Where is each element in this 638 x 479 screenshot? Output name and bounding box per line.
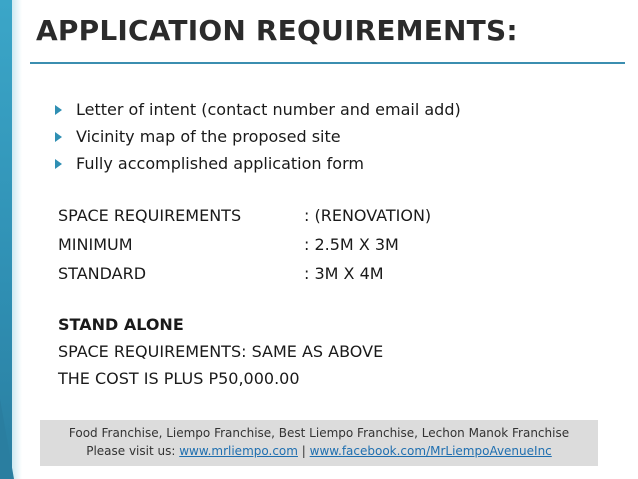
requirement-value: : 2.5M X 3M — [304, 235, 399, 254]
stand-alone-heading: STAND ALONE — [58, 315, 184, 334]
requirement-value: : 3M X 4M — [304, 264, 384, 283]
footer-keywords: Food Franchise, Liempo Franchise, Best Liempo Franchise, Lechon Manok Franchise — [68, 426, 570, 440]
bullet-text: Fully accomplished application form — [76, 154, 364, 173]
bullet-item — [52, 150, 461, 177]
slide-title: APPLICATION REQUIREMENTS: — [36, 14, 518, 47]
requirement-value: : (RENOVATION) — [304, 206, 432, 225]
bullet-text: Vicinity map of the proposed site — [76, 127, 341, 146]
corner-accent — [0, 399, 14, 479]
bullet-item — [52, 96, 461, 123]
requirement-row — [58, 230, 478, 259]
requirement-label: STANDARD — [58, 264, 147, 283]
website-link[interactable]: www.mrliempo.com — [179, 444, 298, 458]
triangle-right-icon — [55, 105, 62, 115]
requirement-row — [58, 259, 478, 288]
requirement-row — [58, 201, 478, 230]
triangle-right-icon — [55, 159, 62, 169]
stand-alone-space-note: SPACE REQUIREMENTS: SAME AS ABOVE — [58, 342, 384, 361]
title-divider — [30, 62, 625, 64]
triangle-right-icon — [55, 132, 62, 142]
space-requirements-table — [58, 201, 478, 288]
footer-banner — [40, 420, 598, 466]
visit-prefix: Please visit us: — [86, 444, 176, 458]
facebook-link[interactable]: www.facebook.com/MrLiempoAvenueInc — [309, 444, 552, 458]
footer-links-line — [40, 442, 598, 460]
stand-alone-section — [58, 311, 383, 392]
bullet-item — [52, 123, 461, 150]
stand-alone-cost-note: THE COST IS PLUS P50,000.00 — [58, 369, 300, 388]
link-separator: | — [301, 444, 306, 458]
requirements-bullet-list — [52, 96, 461, 177]
requirement-label: MINIMUM — [58, 235, 133, 254]
requirement-label: SPACE REQUIREMENTS — [58, 206, 242, 225]
bullet-text: Letter of intent (contact number and email add) — [76, 100, 461, 119]
